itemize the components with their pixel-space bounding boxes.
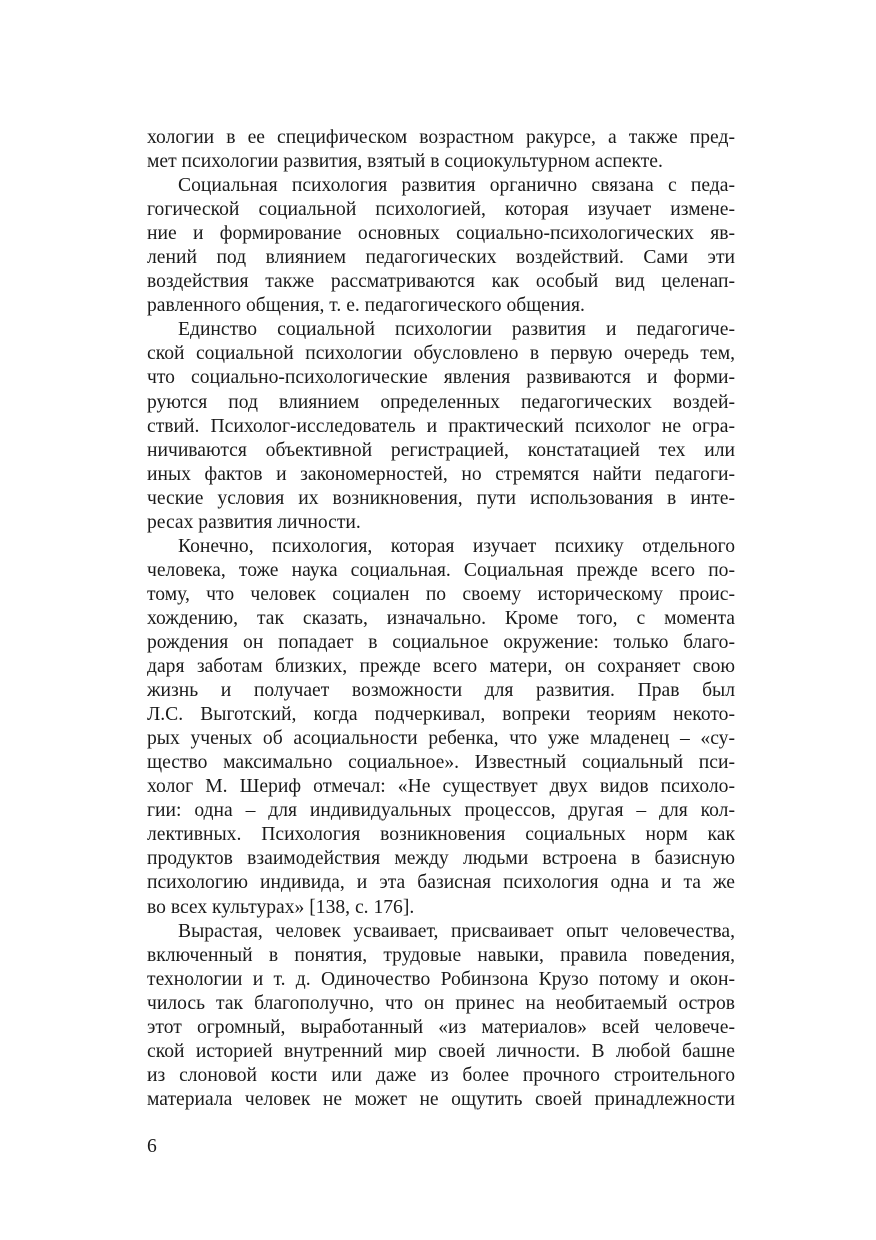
text-line: лективных. Психология возникновения социальных норм как [147, 824, 735, 846]
text-line: мет психологии развития, взятый в социокультурном аспекте. [147, 151, 663, 173]
text-line: равленного общения, т. е. педагогического общения. [147, 295, 585, 317]
paragraph-3 [147, 318, 735, 534]
text-line: материала человек не может не ощутить своей принадлежности [147, 1088, 735, 1110]
text-line: чилось так благополучно, что он принес на необитаемый остров [147, 992, 735, 1014]
text-line: Конечно, психология, которая изучает психику отдельного [178, 535, 735, 557]
text-line: хологии в ее специфическом возрастном ракурсе, а также пред- [147, 127, 735, 148]
text-line: ческие условия их возникновения, пути использования в инте- [147, 487, 735, 509]
text-line: гии: одна – для индивидуальных процессов, другая – для кол- [147, 800, 735, 822]
text-line: иных фактов и закономерностей, но стремятся найти педагоги- [147, 463, 735, 485]
text-line: ской социальной психологии обусловлено в первую очередь тем, [147, 343, 735, 365]
text-line: что социально-психологические явления развиваются и форми- [147, 367, 735, 389]
text-line: Социальная психология развития органично связана с педа- [178, 175, 735, 197]
page-body [147, 126, 735, 1112]
text-line: включенный в понятия, трудовые навыки, правила поведения, [147, 944, 735, 966]
text-line: из слоновой кости или даже из более прочного строительного [147, 1064, 735, 1086]
text-line: ние и формирование основных социально-психологических яв- [147, 223, 735, 245]
text-line: ничиваются объективной регистрацией, констатацией тех или [147, 439, 735, 461]
text-line: рождения он попадает в социальное окружение: только благо- [147, 631, 735, 653]
paragraph-5 [147, 920, 735, 1112]
paragraph-4 [147, 535, 735, 920]
text-line: ской историей внутренний мир своей личности. В любой башне [147, 1040, 735, 1062]
text-line: психологию индивида, и эта базисная психология одна и та же [147, 872, 735, 894]
text-line: Единство социальной психологии развития и педагогиче- [178, 319, 735, 341]
text-line: руются под влиянием определенных педагогических воздей- [147, 391, 735, 413]
text-line: даря заботам близких, прежде всего матери, он сохраняет свою [147, 656, 735, 678]
text-line: щество максимально социальное». Известный социальный пси- [147, 752, 735, 774]
text-line: ствий. Психолог-исследователь и практический психолог не огра- [147, 415, 735, 437]
text-line: человека, тоже наука социальная. Социальная прежде всего по- [147, 559, 735, 581]
text-line: хождению, так сказать, изначально. Кроме того, с момента [147, 607, 735, 629]
paragraph-2 [147, 174, 735, 318]
text-line: технологии и т. д. Одиночество Робинзона Крузо потому и окон- [147, 968, 735, 990]
text-line: Вырастая, человек усваивает, присваивает опыт человечества, [178, 920, 735, 942]
text-line: жизнь и получает возможности для развития. Прав был [147, 680, 735, 702]
text-line: во всех культурах» [138, с. 176]. [147, 896, 415, 918]
text-line: воздействия также рассматриваются как особый вид целенап- [147, 271, 735, 293]
text-line: рых ученых об асоциальности ребенка, что уже младенец – «су- [147, 728, 735, 750]
page-number: 6 [147, 1136, 157, 1157]
text-line: холог М. Шериф отмечал: «Не существует двух видов психоло- [147, 776, 735, 798]
paragraph-1 [147, 126, 735, 174]
text-line: этот огромный, выработанный «из материалов» всей человече- [147, 1016, 735, 1038]
text-line: лений под влиянием педагогических воздействий. Сами эти [147, 247, 735, 269]
text-line: Л.С. Выготский, когда подчеркивал, вопреки теориям некото- [147, 704, 735, 726]
text-line: тому, что человек социален по своему историческому проис- [147, 583, 735, 605]
text-line: гогической социальной психологией, которая изучает измене- [147, 199, 735, 221]
text-line: ресах развития личности. [147, 511, 361, 533]
text-line: продуктов взаимодействия между людьми встроена в базисную [147, 848, 735, 870]
